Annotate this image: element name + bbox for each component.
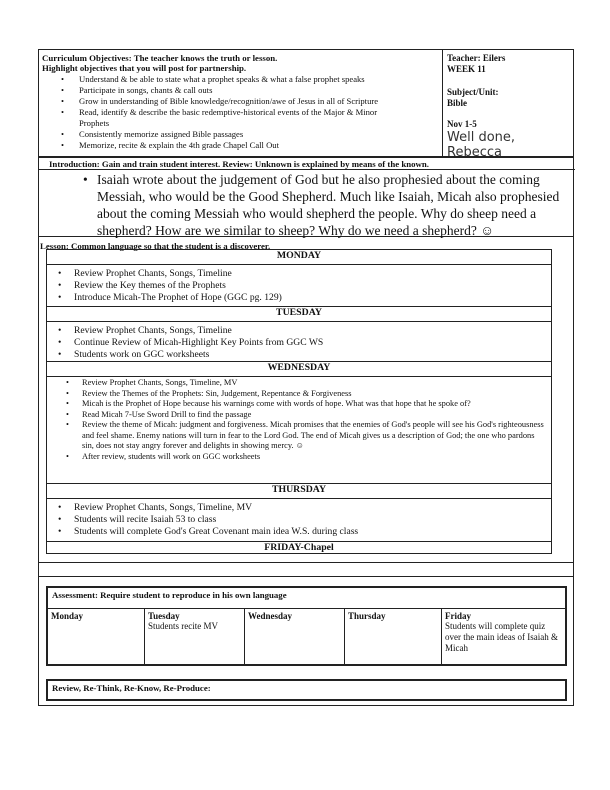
list-item: • Understand & be able to state what a prophet speaks & what a false prophet speaks [39,74,399,85]
day-heading: WEDNESDAY [267,362,331,373]
list-item: • Students work on GGC worksheets [46,349,323,361]
introduction-list [39,171,569,239]
introduction-text: • Isaiah wrote about the judgement of God but he also prophesied about the coming Messiah, who would be the Good Shepherd. Much like Isaiah, Micah also prophesied about the coming Messiah who would shepherd the people. Why do sheep need a shepherd? How are we similar to sheep? Why do we need a shepherd? ☺ [39,171,569,239]
introduction-header: Introduction: Gain and train student interest. Review: Unknown is explained by means of the known. [49,159,429,169]
teacher-name: Teacher: Eilers [447,53,506,63]
objectives-subtitle: Highlight objectives that you will post for partnership. [42,63,247,73]
handwritten-note: Well done, Rebecca [447,130,516,160]
subject-value: Bible [447,98,468,108]
day-wednesday [46,361,552,483]
assessment-cell-friday: Friday Students will complete quiz over the main ideas of Isaiah & Micah [445,611,558,653]
list-item: • Participate in songs, chants & call outs [39,85,399,96]
assessment-cell-thursday: Thursday [345,609,442,664]
introduction-box [38,157,574,237]
list-item: • Grow in understanding of Bible knowledge/recognition/awe of Jesus in all of Scripture [39,96,399,107]
review-header: Review, Re-Think, Re-Know, Re-Produce: [52,683,211,693]
day-thursday [46,483,552,541]
list-item: • Continue Review of Micah-Highlight Key Points from GGC WS [46,337,323,349]
objectives-box [38,49,443,157]
day-tuesday [46,306,552,361]
day-heading: MONDAY [276,250,322,261]
assessment-cell-monday: Monday [48,609,145,664]
list-item: • Review the Key themes of the Prophets [46,280,282,292]
date-range: Nov 1-5 [447,119,477,129]
assessment-cell-wednesday: Wednesday [245,609,345,664]
list-item: • Read Micah 7-Use Sword Drill to find the passage [46,410,546,421]
day-friday [46,541,552,554]
list-item: • Review Prophet Chants, Songs, Timeline, MV [46,378,546,389]
assessment-header: Assessment: Require student to reproduce in his own language [52,590,287,600]
objectives-list [39,74,399,151]
objectives-title: Curriculum Objectives: The teacher knows the truth or lesson. [42,53,278,63]
list-item: • Micah is the Prophet of Hope because his warnings come with words of hope. What was that hope that he spoke of? [46,399,546,410]
assessment-cell-tuesday: Tuesday Students recite MV [145,609,245,664]
day-heading: TUESDAY [276,307,322,318]
week-label: WEEK 11 [447,64,486,74]
list-item: • Introduce Micah-The Prophet of Hope (GGC pg. 129) [46,292,282,304]
list-item: • Students will recite Isaiah 53 to class [46,514,358,526]
lesson-header: Lesson: Common language so that the student is a discoverer. [40,241,271,251]
list-item: • Read, identify & describe the basic redemptive-historical events of the Major & Minor Prophets [39,107,399,129]
day-monday [46,249,552,306]
assessment-table [48,609,565,664]
list-item: • Review Prophet Chants, Songs, Timeline [46,325,323,337]
day-heading: THURSDAY [271,484,327,495]
list-item: • Students will complete God's Great Covenant main idea W.S. during class [46,526,358,538]
list-item: • Review the Themes of the Prophets: Sin, Judgement, Repentance & Forgiveness [46,389,546,400]
subject-label: Subject/Unit: [447,87,499,97]
list-item: • Memorize, recite & explain the 4th grade Chapel Call Out [39,140,399,151]
list-item: • Review Prophet Chants, Songs, Timeline, MV [46,502,358,514]
list-item: • Review the theme of Micah: judgment and forgiveness. Micah promises that the enemies of God's people will see his God's righteousness and feel shame. Enemy nations will turn in fear to the Lord God. The end of Micah gives us a description of God; the one who pardons sin, does not stay angry forever and delights in showing mercy. ☺ [46,420,546,452]
teacher-box [443,49,574,160]
list-item: • Review Prophet Chants, Songs, Timeline [46,268,282,280]
assessment-box [46,586,567,666]
day-heading: FRIDAY-Chapel [264,542,334,553]
list-item: • After review, students will work on GGC worksheets [46,452,546,463]
review-box [46,679,567,701]
list-item: • Consistently memorize assigned Bible passages [39,129,399,140]
